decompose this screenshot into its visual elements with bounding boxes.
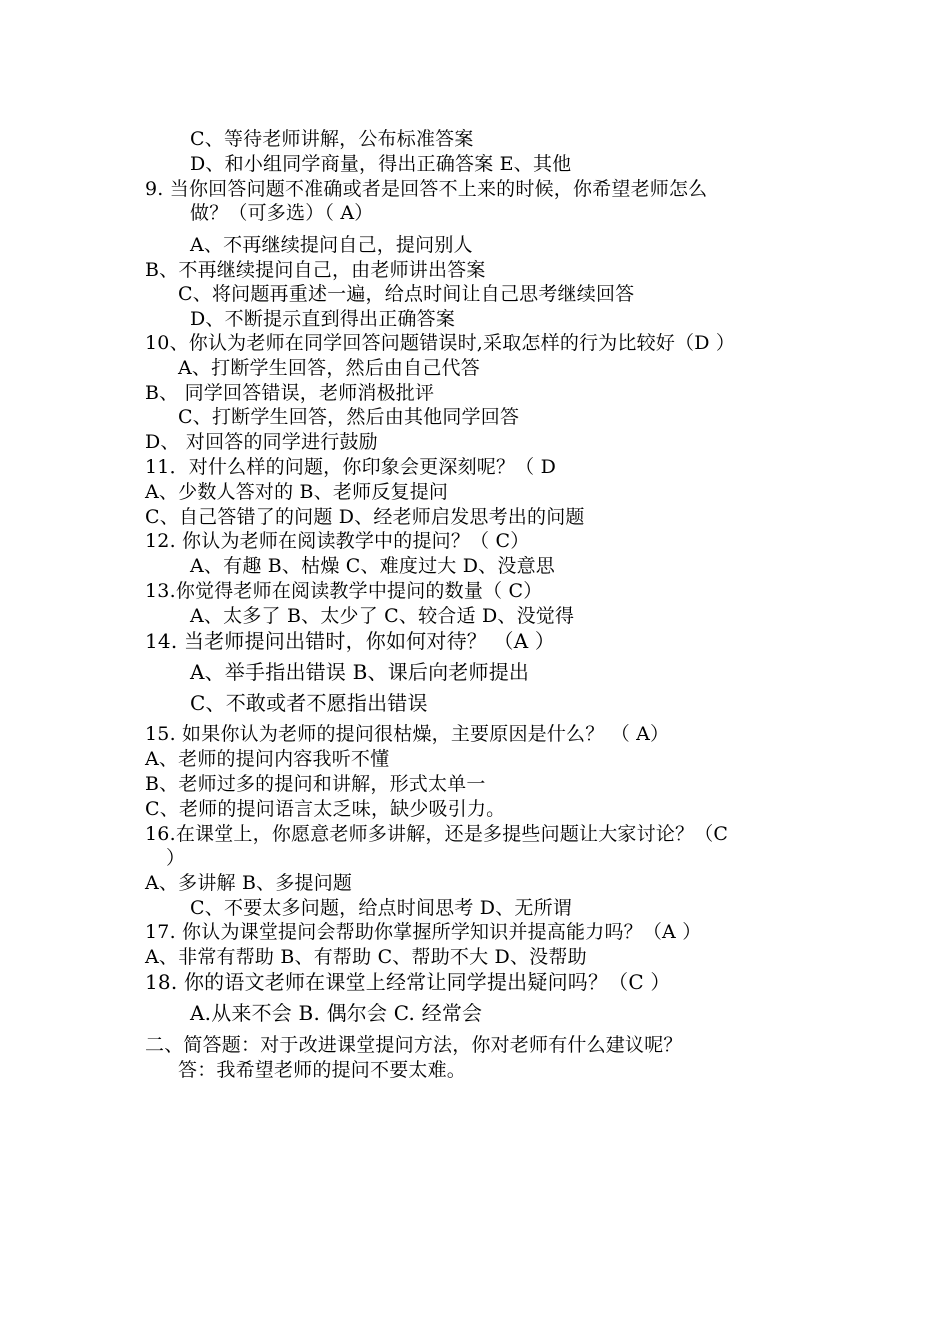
question-17: 17. 你认为课堂提问会帮助你掌握所学知识并提高能力吗？（A ）: [145, 921, 702, 943]
option-8d-e: D、和小组同学商量，得出正确答案 E、其他: [190, 153, 572, 175]
question-12: 12. 你认为老师在阅读教学中的提问？（ C）: [145, 530, 530, 552]
option-15c: C、老师的提问语言太乏味，缺少吸引力。: [145, 798, 506, 820]
option-16c-d: C、不要太多问题，给点时间思考 D、无所谓: [190, 897, 573, 919]
question-16-continued: ）: [166, 847, 186, 869]
question-9-continued: 做？（可多选）（ A）: [190, 202, 374, 224]
option-9d: D、不断提示直到得出正确答案: [190, 308, 456, 330]
option-10b: B、 同学回答错误，老师消极批评: [145, 382, 435, 404]
option-10c: C、打断学生回答，然后由其他同学回答: [178, 406, 520, 428]
question-9: 9. 当你回答问题不准确或者是回答不上来的时候，你希望老师怎么: [145, 178, 708, 200]
option-11c-d: C、自己答错了的问题 D、经老师启发思考出的问题: [145, 506, 585, 528]
question-18: 18. 你的语文老师在课堂上经常让同学提出疑问吗？（C ）: [145, 970, 671, 994]
short-answer-response: 答：我希望老师的提问不要太难。: [178, 1059, 467, 1081]
option-15b: B、老师过多的提问和讲解，形式太单一: [145, 773, 486, 795]
option-14c: C、不敢或者不愿指出错误: [190, 691, 428, 715]
question-13: 13.你觉得老师在阅读教学中提问的数量（ C）: [145, 580, 543, 602]
option-10d: D、 对回答的同学进行鼓励: [145, 431, 378, 453]
option-8c: C、等待老师讲解，公布标准答案: [190, 128, 474, 150]
option-15a: A、老师的提问内容我听不懂: [145, 748, 390, 770]
options-18: A.从来不会 B. 偶尔会 C. 经常会: [190, 1001, 483, 1025]
option-14a-b: A、举手指出错误 B、课后向老师提出: [190, 660, 530, 684]
option-9a: A、不再继续提问自己，提问别人: [190, 234, 473, 256]
options-17: A、非常有帮助 B、有帮助 C、帮助不大 D、没帮助: [145, 946, 587, 968]
option-11a-b: A、少数人答对的 B、老师反复提问: [145, 481, 449, 503]
option-9c: C、将问题再重述一遍，给点时间让自己思考继续回答: [178, 283, 635, 305]
question-15: 15. 如果你认为老师的提问很枯燥，主要原因是什么？ （ A）: [145, 723, 670, 745]
question-11: 11．对什么样的问题，你印象会更深刻呢？（ D: [145, 456, 557, 478]
option-16a-b: A、多讲解 B、多提问题: [145, 872, 353, 894]
option-9b: B、不再继续提问自己，由老师讲出答案: [145, 259, 486, 281]
question-10: 10、你认为老师在同学回答问题错误时,采取怎样的行为比较好（D ）: [145, 332, 736, 354]
options-13: A、太多了 B、太少了 C、较合适 D、没觉得: [190, 605, 575, 627]
options-12: A、有趣 B、枯燥 C、难度过大 D、没意思: [190, 555, 555, 577]
option-10a: A、打断学生回答，然后由自己代答: [178, 357, 480, 379]
question-14: 14. 当老师提问出错时，你如何对待？ （A ）: [145, 629, 556, 653]
short-answer-question: 二、简答题：对于改进课堂提问方法，你对老师有什么建议呢？: [145, 1034, 683, 1056]
question-16: 16.在课堂上，你愿意老师多讲解，还是多提些问题让大家讨论？（C: [145, 823, 729, 845]
